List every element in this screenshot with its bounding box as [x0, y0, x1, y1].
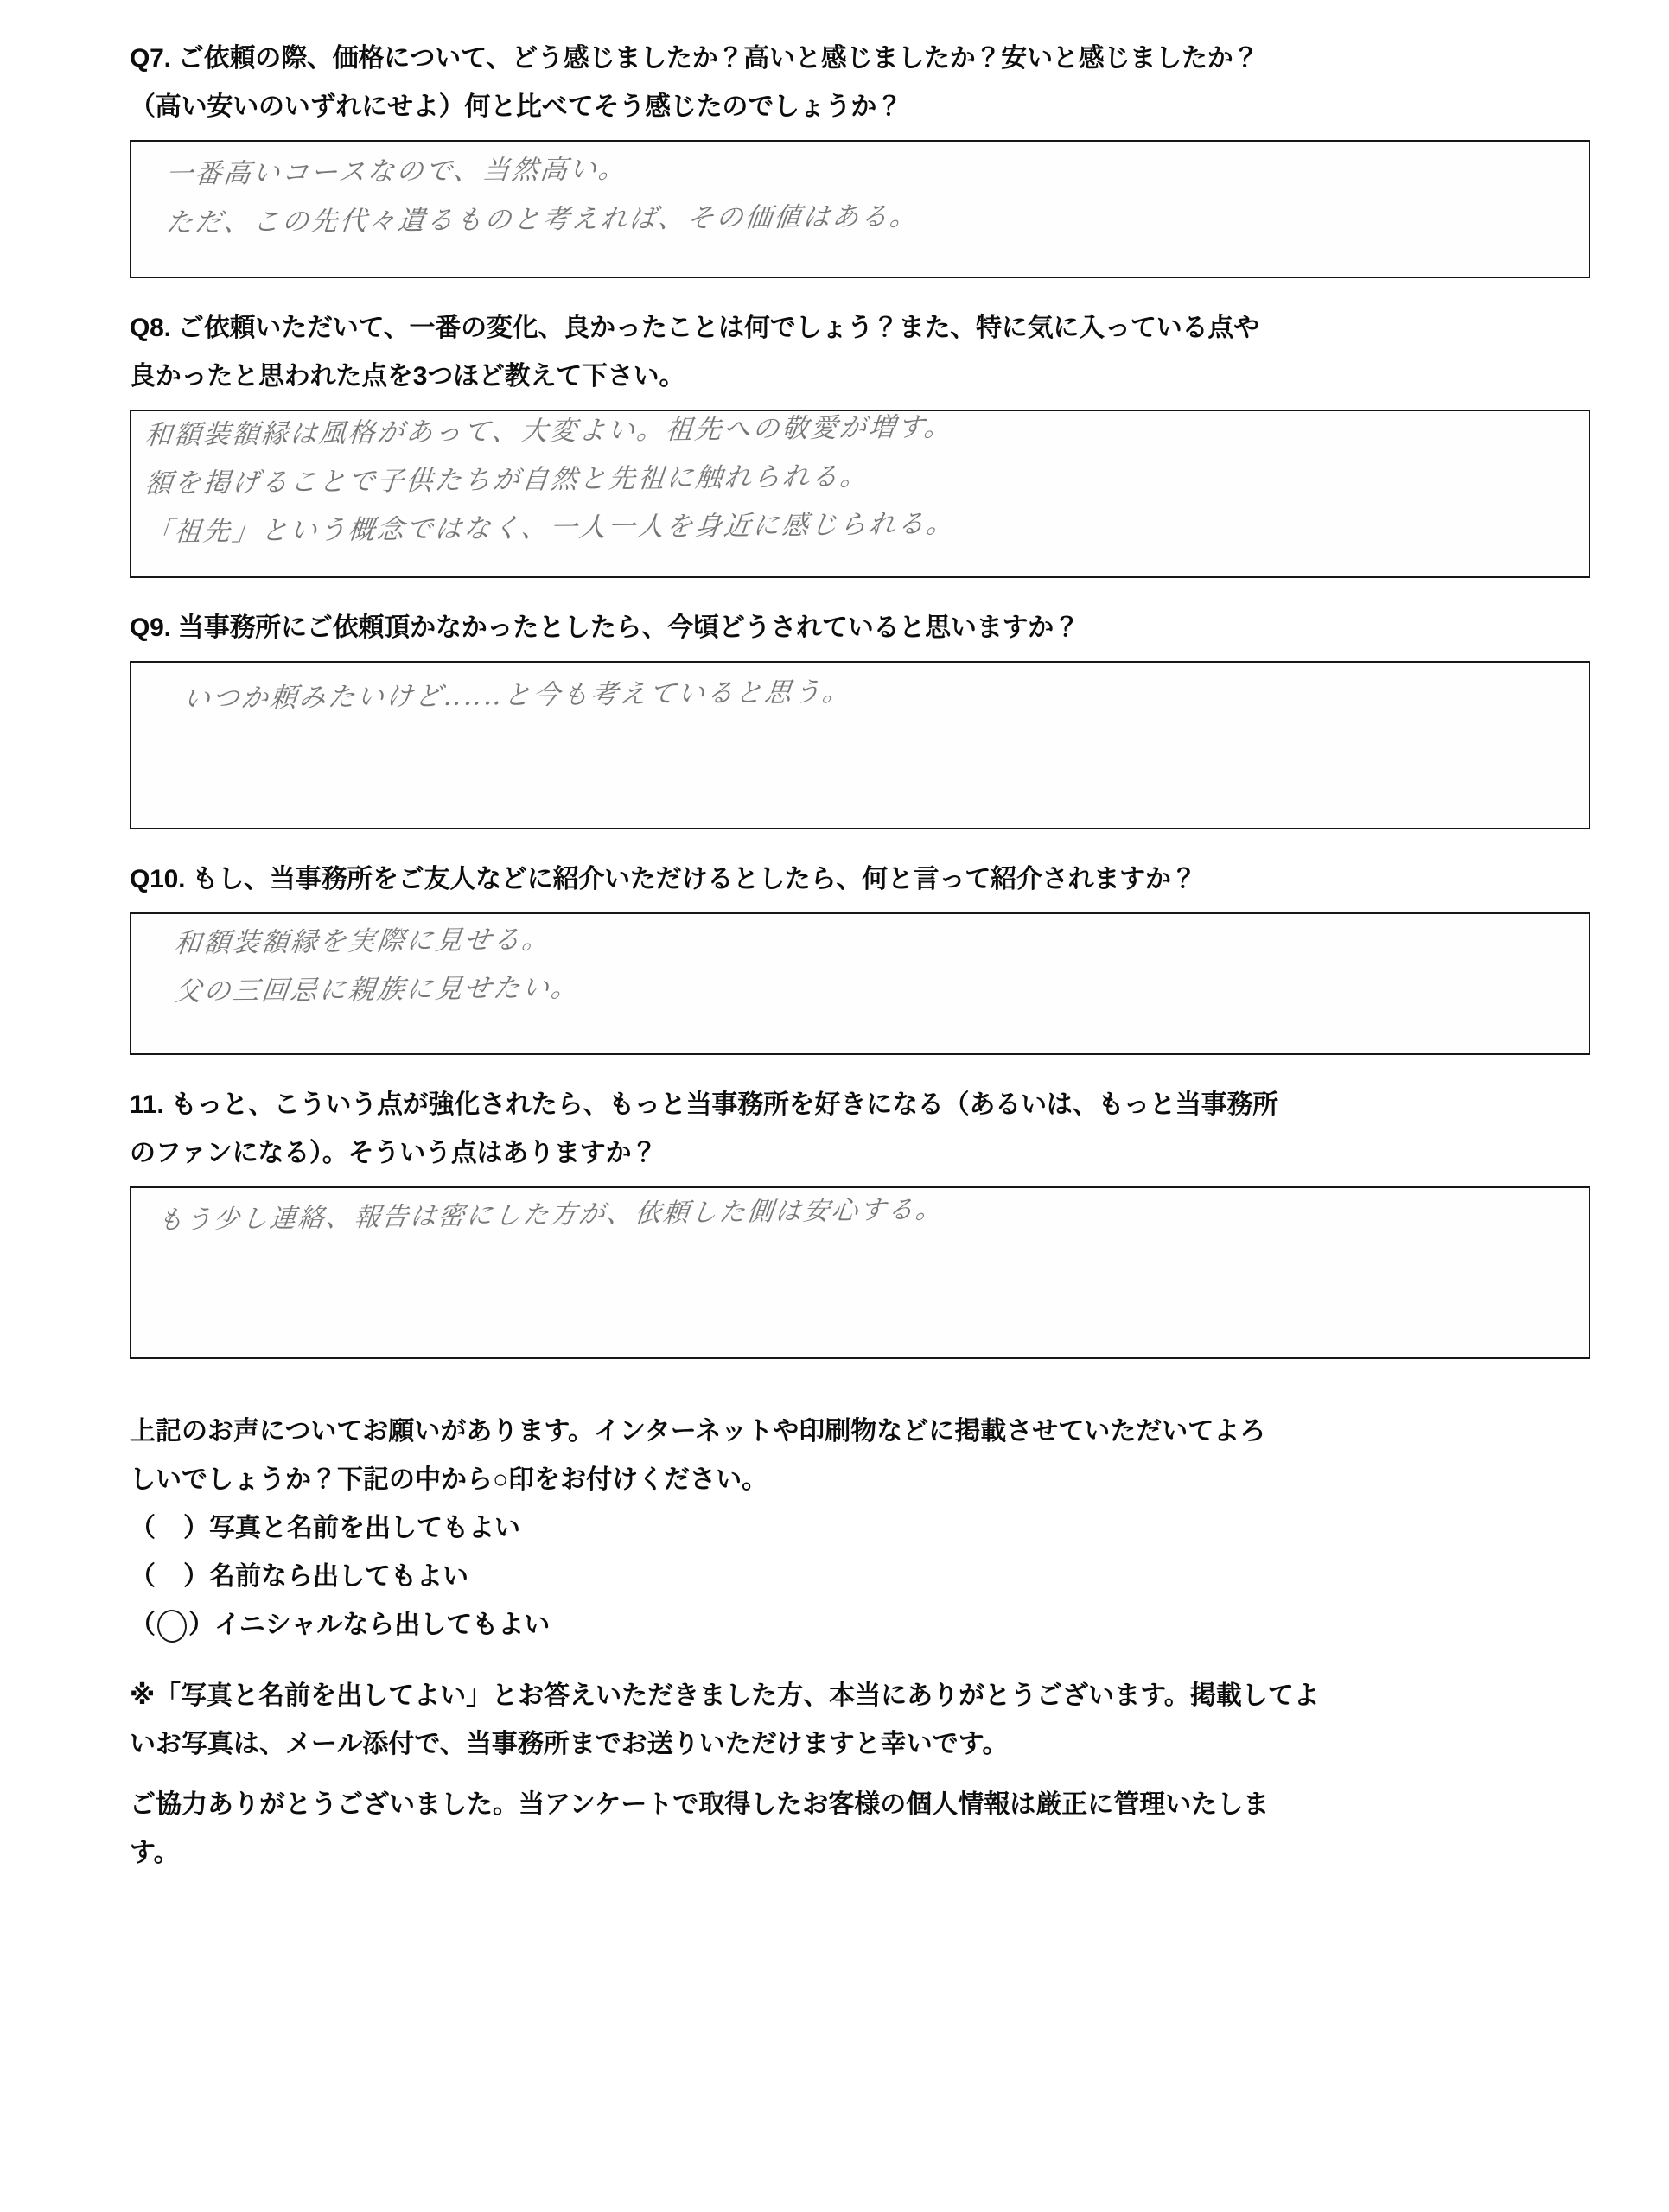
spacer — [130, 1385, 1590, 1408]
question-q11-line-2: のファンになる）。そういう点はありますか？ — [130, 1139, 658, 1167]
consent-option-photo-and-name[interactable] — [130, 1504, 1590, 1553]
question-block-q10 — [130, 855, 1590, 904]
question-q7-line-2: （高い安いのいずれにせよ）何と比べてそう感じたのでしょうか？ — [130, 92, 902, 121]
handwritten-answer-q7-line-2: ただ、この先代々遺るものと考えれば、その価値はある。 — [163, 200, 921, 239]
question-q9-line-1: Q9. 当事務所にご依頼頂かなかったとしたら、今頃どうされていると思いますか？ — [130, 613, 1080, 642]
footer-thanks-line-1: ご協力ありがとうございました。当アンケートで取得したお客様の個人情報は厳正に管理いたしま — [130, 1790, 1270, 1819]
question-q8-line-2: 良かったと思われた点を3つほど教えて下さい。 — [130, 362, 685, 391]
question-block-q9 — [130, 604, 1590, 652]
question-q10-line-1: Q10. もし、当事務所をご友人などに紹介いただけるとしたら、何と言って紹介されますか？ — [130, 865, 1197, 893]
consent-section — [130, 1408, 1590, 1649]
circle-mark-icon — [156, 1609, 188, 1643]
consent-option-marker-3[interactable] — [130, 1601, 214, 1649]
footer-thanks-line-2: す。 — [130, 1839, 180, 1867]
spacer — [130, 1769, 1590, 1781]
handwritten-answer-q8-line-3: 「祖先」という概念ではなく、一人一人を身近に感じられる。 — [143, 508, 958, 549]
question-q8-line-1: Q8. ご依頼いただいて、一番の変化、良かったことは何でしょう？また、特に気に入っている点や — [130, 314, 1259, 342]
handwritten-answer-q8-line-1: 和額装額縁は風格があって、大変よい。祖先への敬愛が増す。 — [143, 411, 955, 452]
paren-close-3: ） — [188, 1611, 214, 1639]
consent-option-label-3: イニシャルなら出してもよい — [214, 1611, 551, 1639]
consent-option-label-2: 名前なら出してもよい — [209, 1562, 468, 1591]
handwritten-answer-q9-line-1: いつか頼みたいけど‥‥‥と今も考えていると思う。 — [182, 676, 854, 715]
consent-option-marker-1[interactable] — [130, 1504, 209, 1553]
paren-open-1: （ — [130, 1514, 156, 1542]
handwritten-answer-q7-line-1: 一番高いコースなので、当然高い。 — [164, 153, 629, 191]
footer-note — [130, 1672, 1590, 1769]
answer-box-q7[interactable] — [130, 140, 1590, 278]
footer-note-line-2: いお写真は、メール添付で、当事務所までお送りいただけますと幸いです。 — [130, 1730, 1009, 1758]
consent-option-name-only[interactable] — [130, 1553, 1590, 1601]
question-block-q7 — [130, 35, 1590, 131]
paren-open-3: （ — [130, 1611, 156, 1639]
answer-box-q11[interactable] — [130, 1186, 1590, 1359]
footer-thanks — [130, 1781, 1590, 1878]
consent-option-initials-only[interactable] — [130, 1601, 1590, 1649]
handwritten-answer-q11-line-1: もう少し連絡、報告は密にした方が、依頼した側は安心する。 — [156, 1194, 946, 1236]
paren-close-1: ） — [183, 1514, 209, 1542]
question-q11-line-1: 11. もっと、こういう点が強化されたら、もっと当事務所を好きになる（あるいは、もっと当事務所 — [130, 1090, 1278, 1119]
paren-close-2: ） — [183, 1562, 209, 1591]
answer-box-q10[interactable] — [130, 912, 1590, 1055]
consent-option-label-1: 写真と名前を出してもよい — [209, 1514, 520, 1542]
consent-option-marker-2[interactable] — [130, 1553, 209, 1601]
question-q7-line-1: Q7. ご依頼の際、価格について、どう感じましたか？高いと感じましたか？安いと感じましたか？ — [130, 44, 1259, 73]
answer-box-q9[interactable] — [130, 661, 1590, 830]
paren-open-2: （ — [130, 1562, 156, 1591]
answer-box-q8[interactable] — [130, 410, 1590, 578]
question-block-q8 — [130, 304, 1590, 401]
handwritten-answer-q8-line-2: 額を掲げることで子供たちが自然と先祖に触れられる。 — [143, 461, 871, 500]
consent-intro-line-2: しいでしょうか？下記の中から○印をお付けください。 — [130, 1465, 768, 1494]
footer-note-line-1: ※「写真と名前を出してよい」とお答えいただきました方、本当にありがとうございます。掲載してよ — [130, 1681, 1320, 1710]
page-content — [130, 35, 1590, 1878]
consent-intro-line-1: 上記のお声についてお願いがあります。インターネットや印刷物などに掲載させていただいてよろ — [130, 1417, 1266, 1446]
question-block-q11 — [130, 1081, 1590, 1178]
spacer — [130, 1649, 1590, 1672]
handwritten-answer-q10-line-1: 和額装額縁を実際に見せる。 — [173, 924, 553, 960]
handwritten-answer-q10-line-2: 父の三回忌に親族に見せたい。 — [173, 972, 583, 1008]
